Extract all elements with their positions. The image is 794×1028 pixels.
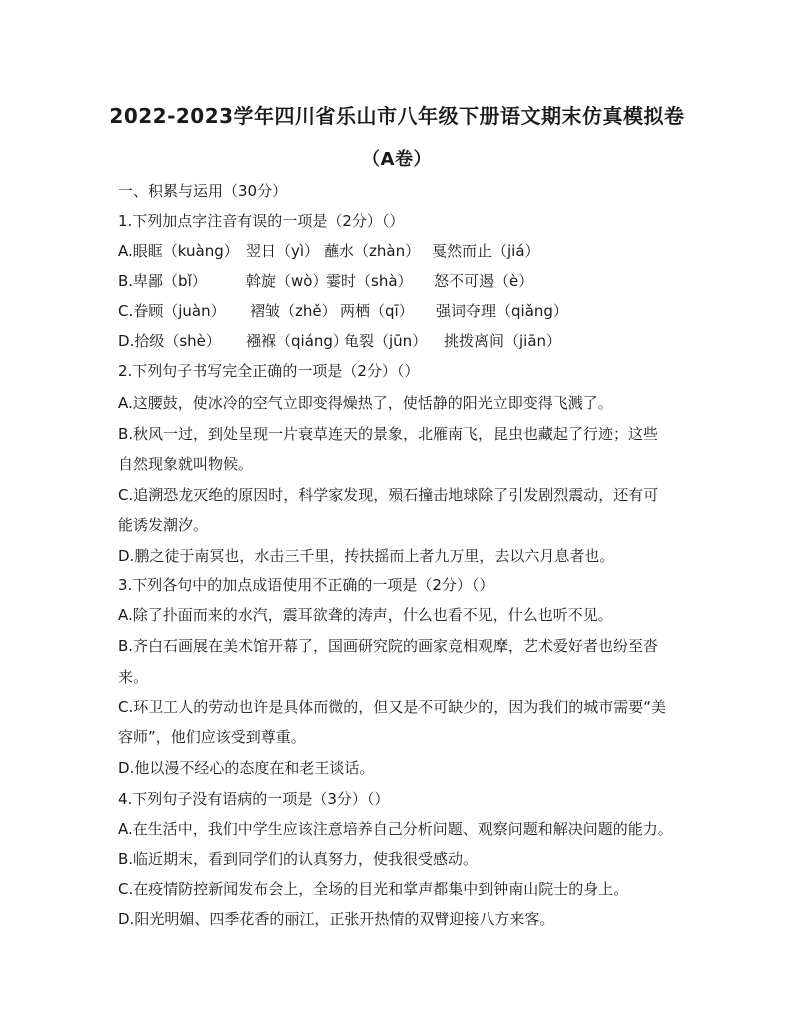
question-3-option-c: C.环卫工人的劳动也许是具体而微的，但又是不可缺少的，因为我们的城市需要“美 — [118, 698, 667, 716]
question-2-option-b: B.秋风一过，到处呈现一片衰草连天的景象，北雁南飞，昆虫也藏起了行迹；这些 — [118, 425, 659, 443]
question-4-option-d: D.阳光明媚、四季花香的丽江，正张开热情的双臂迎接八方来客。 — [118, 910, 555, 928]
question-2-option-c-cont: 能诱发潮汐。 — [118, 516, 209, 534]
question-1-option-d — [118, 331, 561, 351]
question-4-option-a: A.在生活中，我们中学生应该注意培养自己分析问题、观察问题和解决问题的能力。 — [118, 820, 673, 838]
question-1-stem: 1.下列加点字注音有误的一项是（2分）（） — [118, 212, 405, 230]
section-heading: 一、积累与运用（30分） — [118, 182, 288, 200]
question-3-option-a: A.除了扑面而来的水汽，震耳欲聋的涛声，什么也看不见，什么也听不见。 — [118, 606, 613, 624]
option-item: 霎时（shà） — [326, 272, 413, 290]
question-1-option-c — [118, 301, 568, 321]
question-4-stem: 4.下列句子没有语病的一项是（3分）（） — [118, 790, 390, 808]
question-2-option-c: C.追溯恐龙灭绝的原因时，科学家发现，殒石撞击地球除了引发剧烈震动，还有可 — [118, 486, 659, 504]
question-2-option-a: A.这腰鼓，使冰冷的空气立即变得燥热了，使恬静的阳光立即变得飞溅了。 — [118, 394, 613, 412]
question-2-option-b-cont: 自然现象就叫物候。 — [118, 455, 254, 473]
option-item: 蘸水（zhàn） — [324, 242, 421, 260]
option-item: B.卑鄙（bǐ） — [118, 272, 207, 290]
option-item: 斡旋（wò） — [246, 272, 328, 290]
question-1-option-b — [118, 271, 533, 291]
question-4-option-b: B.临近期末，看到同学们的认真努力，使我很受感动。 — [118, 850, 479, 868]
option-item: D.拾级（shè） — [118, 332, 221, 350]
option-item: 挑拨离间（jiān） — [444, 332, 562, 350]
question-3-stem: 3.下列各句中的加点成语使用不正确的一项是（2分）（） — [118, 576, 495, 594]
question-1-option-a — [118, 241, 540, 261]
option-item: 襁褓（qiáng） — [246, 332, 348, 350]
option-item: C.眷顾（juàn） — [118, 302, 226, 320]
exam-title: 2022-2023学年四川省乐山市八年级下册语文期末仿真模拟卷 — [109, 104, 685, 128]
option-item: 龟裂（jūn） — [344, 332, 428, 350]
option-item: 褶皱（zhě） — [250, 302, 337, 320]
question-4-option-c: C.在疫情防控新闻发布会上，全场的目光和掌声都集中到钟南山院士的身上。 — [118, 880, 629, 898]
option-item: A.眼眶（kuàng） — [118, 242, 239, 260]
option-item: 戛然而止（jiá） — [432, 242, 540, 260]
question-3-option-b-cont: 来。 — [118, 668, 149, 686]
question-3-option-b: B.齐白石画展在美术馆开幕了，国画研究院的画家竞相观摩，艺术爱好者也纷至沓 — [118, 637, 659, 655]
option-item: 两栖（qī） — [340, 302, 414, 320]
question-2-stem: 2.下列句子书写完全正确的一项是（2分）（） — [118, 362, 420, 380]
option-item: 怒不可遏（è） — [434, 272, 534, 290]
question-3-option-c-cont: 容师”，他们应该受到尊重。 — [118, 728, 306, 746]
option-item: 强词夺理（qiǎng） — [436, 302, 568, 320]
question-2-option-d: D.鹏之徒于南冥也，水击三千里，抟扶摇而上者九万里，去以六月息者也。 — [118, 547, 615, 565]
exam-subtitle: （A卷） — [362, 149, 432, 170]
question-3-option-d: D.他以漫不经心的态度在和老王谈话。 — [118, 759, 375, 777]
option-item: 翌日（yì） — [246, 242, 320, 260]
